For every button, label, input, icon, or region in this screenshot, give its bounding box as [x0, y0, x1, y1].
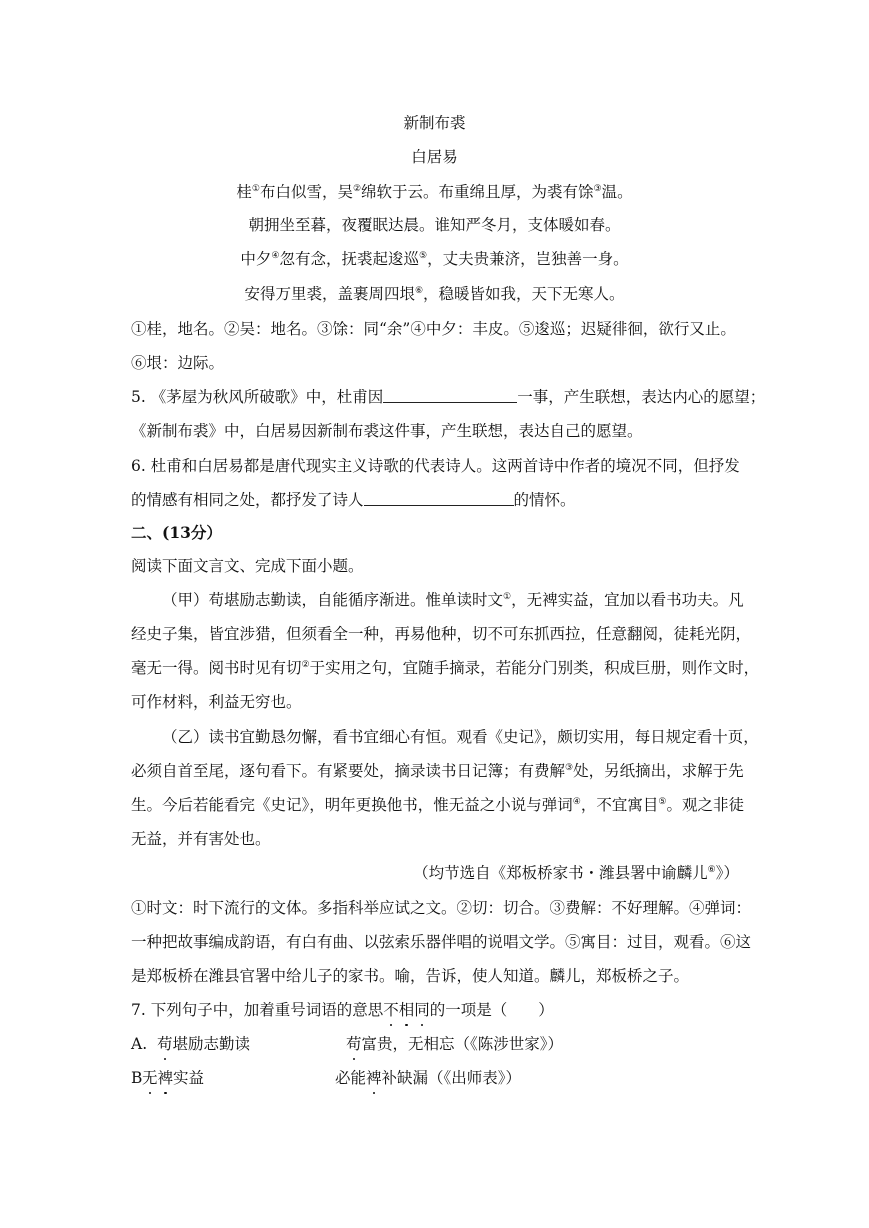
- option-a-left: 苟堪励志勤读: [157, 1035, 251, 1053]
- passage-source: （均节选自《郑板桥家书・潍县署中谕麟儿⑥》）: [413, 864, 739, 882]
- passage-yi-line-4: 无益，并有害处也。: [131, 830, 271, 848]
- passage-yi-line-3: 生。今后若能看完《史记》，明年更换他书，惟无益之小说与弹词④，不宜寓目⑤。观之非徒: [131, 796, 744, 814]
- option-a-right: 苟富贵，无相忘（《陈涉世家》）: [346, 1035, 564, 1053]
- poem-line-4: 安得万里裘，盖裹周四垠⑥，稳暖皆如我，天下无寒人。: [244, 285, 625, 303]
- question-5-line-2: 《新制布裘》中，白居易因新制布裘这件事，产生联想，表达自己的愿望。: [131, 422, 643, 440]
- question-6-line-2: 的情感有相同之处，都抒发了诗人 的情怀。: [131, 491, 576, 509]
- reading-instruction: 阅读下面文言文、完成下面小题。: [131, 557, 364, 575]
- option-b-label[interactable]: B: [131, 1069, 143, 1087]
- passage-jia-line-1: （甲）苟堪励志勤读，自能循序渐进。惟单读时文①，无裨实益，宜加以看书功夫。凡: [162, 591, 744, 609]
- option-b-left: 无裨实益: [142, 1069, 205, 1087]
- passage-notes-2: 一种把故事编成韵语，有白有曲、以弦索乐器伴唱的说唱文学。⑤寓目：过目，观看。⑥这: [131, 933, 752, 951]
- poem-line-3: 中夕④忽有念，抚裘起逡巡⑤，丈夫贵兼济，岂独善一身。: [240, 250, 629, 268]
- option-b-right: 必能裨补缺漏（《出师表》）: [335, 1069, 522, 1087]
- poem-line-1: 桂①布白似雪，吴②绵软于云。布重绵且厚，为裘有馀③温。: [236, 183, 633, 201]
- passage-yi-line-1: （乙）读书宜勤恳勿懈，看书宜细心有恒。观看《史记》，颇切实用，每日规定看十页，: [162, 728, 759, 746]
- passage-jia-line-3: 毫无一得。阅书时见有切②于实用之句，宜随手摘录，若能分门别类，积成巨册，则作文时，: [131, 659, 760, 677]
- passage-notes-3: 是郑板桥在潍县官署中给儿子的家书。喻，告诉，使人知道。麟儿，郑板桥之子。: [131, 967, 690, 985]
- option-a-label[interactable]: A.: [131, 1035, 148, 1053]
- section-heading: 二、(13分）: [131, 523, 222, 542]
- question-7-stem: 7. 下列句子中，加着重号词语的意思不相同的一项是（ ）: [131, 1001, 554, 1019]
- passage-jia-line-4: 可作材料，利益无穷也。: [131, 693, 302, 711]
- passage-yi-line-2: 必须自首至尾，逐句看下。有紧要处，摘录读书日记簿；有费解③处，另纸摘出，求解于先: [131, 762, 744, 780]
- poem-line-2: 朝拥坐至暮，夜覆眠达晨。谁知严冬月，支体暖如春。: [248, 216, 621, 234]
- poem-title: 新制布裘: [403, 114, 466, 132]
- answer-blank-6[interactable]: [364, 490, 514, 506]
- answer-blank-5[interactable]: [383, 387, 517, 403]
- poem-author: 白居易: [411, 148, 458, 166]
- poem-notes-2: ⑥垠：边际。: [131, 354, 225, 372]
- question-5-line-1: 5. 《茅屋为秋风所破歌》中，杜甫因 一事，产生联想，表达内心的愿望；: [131, 388, 766, 406]
- poem-notes-1: ①桂，地名。②吴：地名。③馀：同“余”④中夕：丰皮。⑤逡巡；迟疑徘徊，欲行又止。: [131, 320, 736, 338]
- question-6-line-1: 6. 杜甫和白居易都是唐代现实主义诗歌的代表诗人。这两首诗中作者的境况不同，但抒发: [131, 457, 740, 475]
- passage-notes-1: ①时文：时下流行的文体。多指科举应试之文。②切：切合。③费解：不好理解。④弹词：: [131, 899, 752, 917]
- passage-jia-line-2: 经史子集，皆宜涉猎，但须看全一种，再易他种，切不可东抓西拉，任意翻阅，徒耗光阴，: [131, 625, 752, 643]
